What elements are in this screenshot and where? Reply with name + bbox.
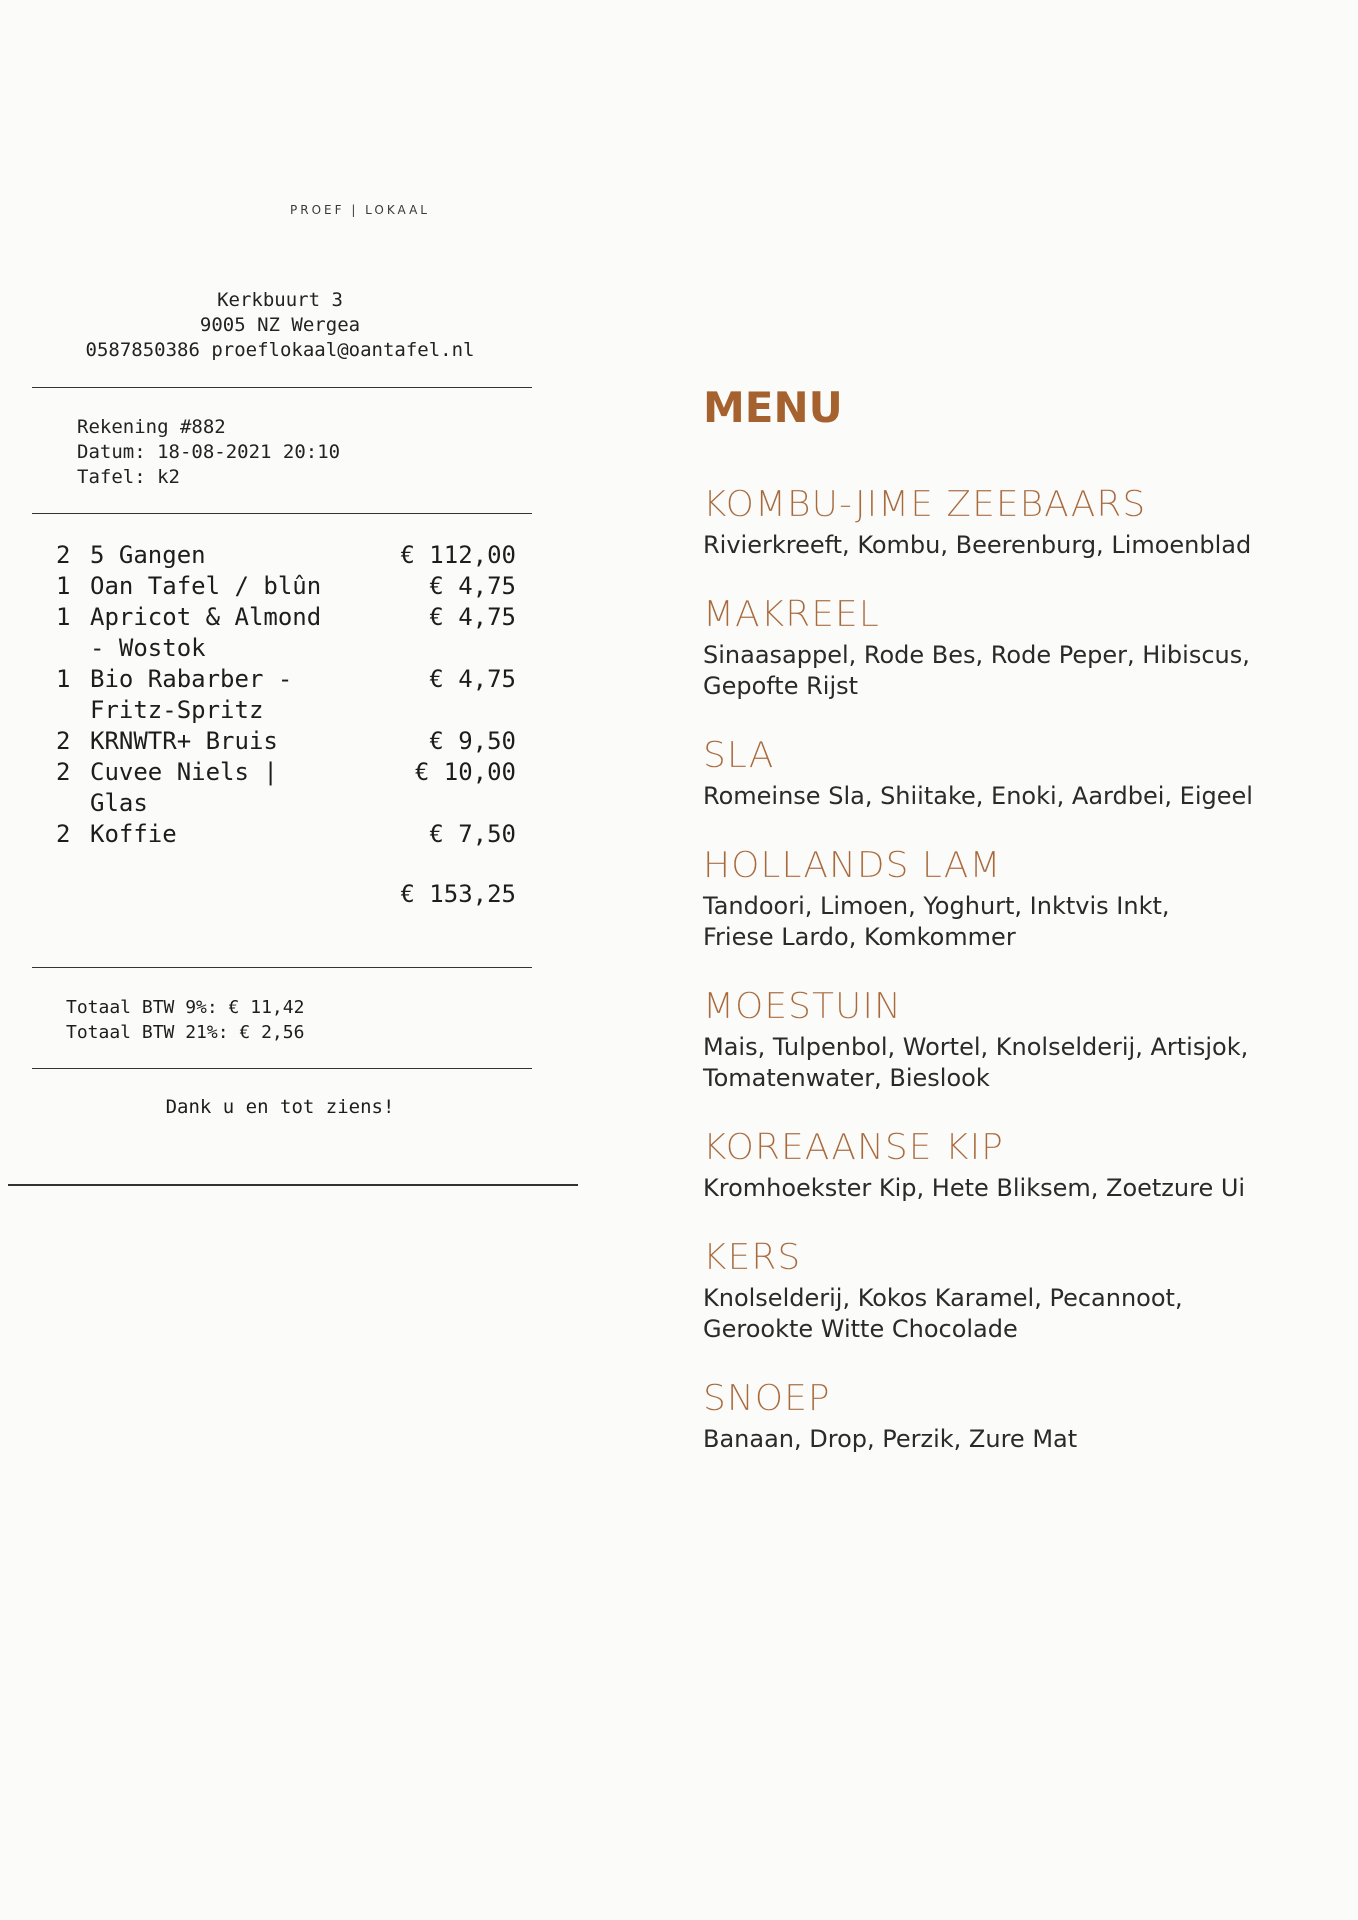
menu-title: MENU: [703, 383, 843, 432]
course-description: Mais, Tulpenbol, Wortel, Knolselderij, Artisjok, Tomatenwater, Bieslook: [703, 1033, 1249, 1092]
menu-course: [703, 843, 1343, 953]
course-description: Knolselderij, Kokos Karamel, Pecannoot, Gerookte Witte Chocolade: [703, 1284, 1183, 1343]
divider: [32, 967, 532, 968]
bill-number: Rekening #882: [77, 416, 226, 438]
line-item: [56, 540, 516, 571]
course-description: Romeinse Sla, Shiitake, Enoki, Aardbei, Eigeel: [703, 782, 1253, 810]
menu-course: [703, 592, 1343, 702]
course-description: Rivierkreeft, Kombu, Beerenburg, Limoenblad: [703, 531, 1252, 559]
address-street: Kerkbuurt 3: [217, 289, 343, 311]
line-items: [56, 540, 516, 850]
item-price: € 9,50: [429, 727, 516, 755]
item-price: € 112,00: [400, 541, 516, 569]
bill-table: Tafel: k2: [77, 466, 180, 488]
address-postcode: 9005 NZ Wergea: [199, 314, 361, 336]
course-title: KERS: [703, 1237, 802, 1278]
address-contact: 0587850386 proeflokaal@oantafel.nl: [85, 339, 475, 361]
course-description: Kromhoekster Kip, Hete Bliksem, Zoetzure Ui: [703, 1174, 1246, 1202]
line-item: [56, 664, 516, 726]
item-price: € 4,75: [429, 665, 516, 693]
item-qty: 1: [56, 665, 71, 693]
line-item: [56, 726, 516, 757]
vat-21: Totaal BTW 21%: € 2,56: [66, 1022, 305, 1043]
line-item: [56, 819, 516, 850]
course-title: SLA: [703, 735, 775, 776]
receipt: [0, 0, 590, 1200]
item-qty: 2: [56, 727, 71, 755]
menu-course: [703, 1235, 1343, 1345]
address-block: [60, 288, 500, 363]
menu: [703, 380, 1343, 1486]
divider: [8, 1184, 578, 1186]
item-qty: 2: [56, 820, 71, 848]
course-description: Tandoori, Limoen, Yoghurt, Inktvis Inkt, Friese Lardo, Komkommer: [703, 892, 1170, 951]
menu-course: [703, 984, 1343, 1094]
restaurant-logo: PROEF | LOKAAL: [290, 203, 430, 217]
item-price: € 10,00: [414, 758, 516, 786]
item-qty: 1: [56, 603, 71, 631]
menu-course: [703, 1125, 1343, 1204]
course-description: Banaan, Drop, Perzik, Zure Mat: [703, 1425, 1078, 1453]
line-item: [56, 571, 516, 602]
line-item: [56, 602, 516, 664]
course-title: HOLLANDS LAM: [703, 845, 1002, 886]
item-name: Cuvee Niels | Glas: [90, 758, 278, 817]
course-description: Sinaasappel, Rode Bes, Rode Peper, Hibiscus, Gepofte Rijst: [703, 641, 1250, 700]
item-price: € 7,50: [429, 820, 516, 848]
item-qty: 2: [56, 541, 71, 569]
item-price: € 4,75: [429, 603, 516, 631]
thank-you-message: Dank u en tot ziens!: [165, 1096, 395, 1118]
course-title: KOMBU-JIME ZEEBAARS: [703, 484, 1147, 525]
bill-total: € 153,25: [400, 880, 516, 908]
course-title: MOESTUIN: [703, 986, 902, 1027]
course-list: [703, 482, 1343, 1455]
divider: [32, 387, 532, 388]
item-name: KRNWTR+ Bruis: [90, 727, 278, 755]
bill-meta: [77, 415, 340, 490]
item-name: Apricot & Almond - Wostok: [90, 603, 322, 662]
menu-course: [703, 1376, 1343, 1455]
course-title: MAKREEL: [703, 594, 880, 635]
item-name: 5 Gangen: [90, 541, 206, 569]
course-title: SNOEP: [703, 1378, 831, 1419]
line-item: [56, 757, 516, 819]
divider: [32, 1068, 532, 1069]
item-qty: 2: [56, 758, 71, 786]
item-qty: 1: [56, 572, 71, 600]
menu-course: [703, 733, 1343, 812]
vat-9: Totaal BTW 9%: € 11,42: [66, 997, 305, 1018]
divider: [32, 513, 532, 514]
item-name: Bio Rabarber - Fritz-Spritz: [90, 665, 293, 724]
menu-course: [703, 482, 1343, 561]
item-name: Oan Tafel / blûn: [90, 572, 322, 600]
item-name: Koffie: [90, 820, 177, 848]
bill-date: Datum: 18-08-2021 20:10: [77, 441, 341, 463]
course-title: KOREAANSE KIP: [703, 1127, 1004, 1168]
item-price: € 4,75: [429, 572, 516, 600]
vat-block: [66, 995, 304, 1045]
